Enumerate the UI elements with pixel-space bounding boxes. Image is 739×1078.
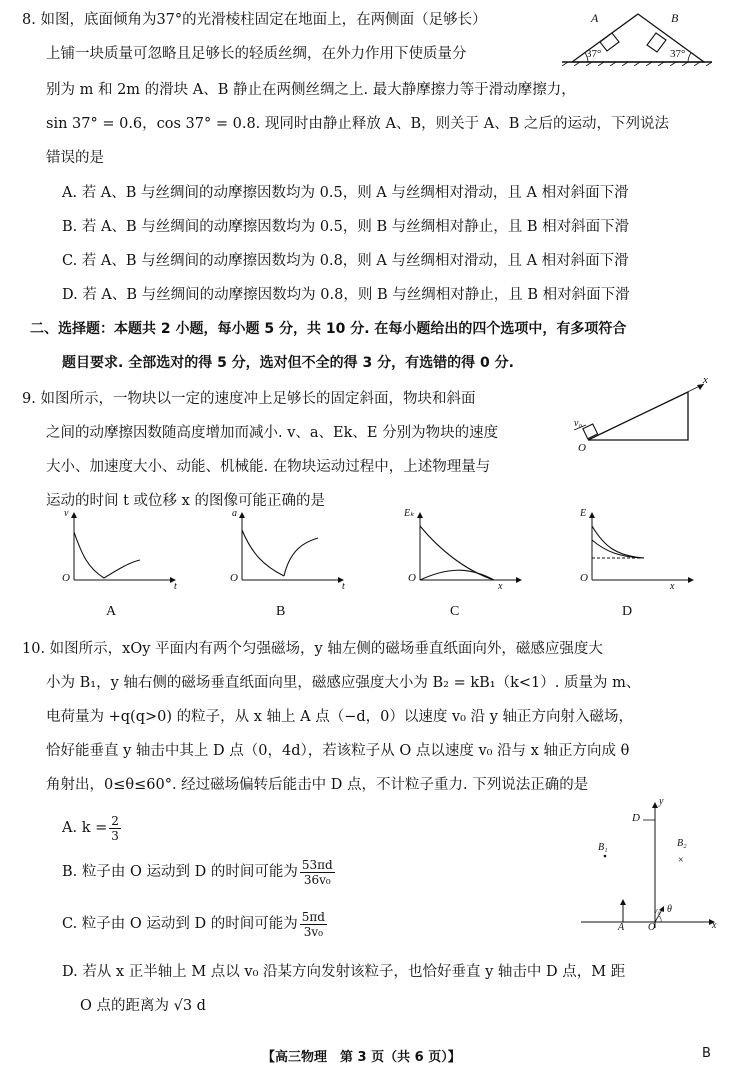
svg-text:×: × [678, 855, 684, 866]
q10-option-b [62, 856, 337, 888]
q10-fig-b1: B₁ [598, 842, 608, 853]
q10-option-a-fraction [109, 814, 121, 843]
q10-option-a-prefix: A. k = [62, 820, 108, 836]
q10-option-a [62, 812, 123, 844]
q9-graph-d-xaxis: x [670, 581, 675, 592]
q9-graph-c-letter: C [450, 604, 460, 619]
q10-option-c-fraction [300, 910, 327, 939]
q10-option-b-num: 53πd [301, 857, 333, 872]
q10-field-figure [575, 800, 720, 935]
q9-graph-a-origin: O [62, 572, 70, 584]
q9-graph-d-origin: O [580, 572, 588, 584]
q8-label-b: B [671, 11, 679, 25]
q10-option-b-den: 36v₀ [303, 872, 331, 887]
q8-option-c: C. 若 A、B 与丝绸间的动摩擦因数均为 0.8，则 A 与丝绸相对滑动，且 A 相对斜面下滑 [62, 253, 629, 269]
q9-graph-c [408, 510, 528, 590]
q9-graph-d-letter: D [622, 604, 633, 619]
q9-graph-c-origin: O [408, 572, 416, 584]
q9-graph-a [62, 510, 182, 590]
q8-option-a: A. 若 A、B 与丝绸间的动摩擦因数均为 0.5，则 A 与丝绸相对滑动，且 A 相对斜面下滑 [62, 185, 629, 201]
q9-graph-b-origin: O [230, 572, 238, 584]
q10-fig-d: D [632, 812, 640, 824]
page-footer: 【高三物理 第 3 页（共 6 页）】 [262, 1050, 461, 1065]
q10-stem-line-2: 小为 B₁，y 轴右侧的磁场垂直纸面向里，磁感应强度大小为 B₂ = kB₁（k<1）. 质量为 m、 [46, 675, 641, 691]
q9-incline-figure [570, 378, 720, 458]
q10-fig-v0: v₀ [654, 906, 661, 915]
q10-fig-y: y [659, 796, 664, 807]
q9-stem-line-3: 大小、加速度大小、动能、机械能. 在物块运动过程中，上述物理量与 [46, 459, 491, 475]
q10-option-d-line2: O 点的距离为 √3 d [80, 998, 206, 1014]
q10-option-c-den: 3v₀ [303, 924, 323, 939]
q10-stem-line-5: 角射出，0≤θ≤60°. 经过磁场偏转后能击中 D 点，不计粒子重力. 下列说法正确的是 [46, 777, 589, 793]
q9-graph-d-yaxis: E [580, 508, 587, 519]
q10-option-b-fraction [300, 858, 335, 887]
q9-graph-d [580, 510, 700, 590]
q8-stem-line-1: 8. 如图，底面倾角为37°的光滑棱柱固定在地面上，在两侧面（足够长） [22, 12, 487, 28]
q10-fig-b2: B₂ [677, 838, 687, 849]
q10-option-b-prefix: B. 粒子由 O 运动到 D 的时间可能为 [62, 864, 298, 880]
q10-stem-line-3: 电荷量为 +q(q>0) 的粒子，从 x 轴上 A 点（−d，0）以速度 v₀ 沿 y 轴正方向射入磁场， [46, 709, 633, 725]
q9-incline-x: x [703, 374, 708, 386]
q8-angle-right: 37° [670, 48, 686, 60]
q10-option-c [62, 908, 329, 940]
q8-option-b: B. 若 A、B 与丝绸间的动摩擦因数均为 0.5，则 B 与丝绸相对静止，且 B 相对斜面下滑 [62, 219, 630, 235]
q10-stem-line-1: 10. 如图所示，xOy 平面内有两个匀强磁场，y 轴左侧的磁场垂直纸面向外，磁感应强度大 [22, 641, 603, 657]
q8-prism-figure [560, 6, 715, 66]
q8-stem-line-5: 错误的是 [46, 150, 104, 166]
q9-stem-line-4: 运动的时间 t 或位移 x 的图像可能正确的是 [46, 493, 325, 509]
q8-label-a: A [591, 11, 599, 25]
q10-option-d-line1: D. 若从 x 正半轴上 M 点以 v₀ 沿某方向发射该粒子，也恰好垂直 y 轴击中 D 点，M 距 [62, 964, 626, 980]
q9-stem-line-1: 9. 如图所示，一物块以一定的速度冲上足够长的固定斜面，物块和斜面 [22, 391, 476, 407]
q8-angle-left: 37° [586, 48, 602, 60]
q10-fig-a: A [618, 922, 625, 933]
q10-option-c-prefix: C. 粒子由 O 运动到 D 的时间可能为 [62, 916, 298, 932]
paper-version-mark: B [702, 1046, 711, 1061]
q9-graph-a-yaxis: v [64, 508, 69, 519]
q9-stem-line-2: 之间的动摩擦因数随高度增加而减小. v、a、Ek、E 分别为物块的速度 [46, 425, 499, 441]
q9-graph-b [230, 510, 350, 590]
q10-option-a-den: 3 [111, 828, 119, 843]
q10-fig-x: x [712, 920, 717, 931]
q9-graph-c-yaxis: Eₖ [404, 508, 415, 519]
q10-option-a-num: 2 [111, 813, 119, 828]
q10-fig-theta: θ [667, 904, 672, 915]
q8-stem-line-3: 别为 m 和 2m 的滑块 A、B 静止在两侧丝绸之上. 最大静摩擦力等于滑动摩擦力， [46, 82, 576, 98]
q9-incline-origin: O [578, 442, 586, 454]
q9-incline-v0: v₀ [574, 418, 582, 429]
q8-stem-line-4: sin 37° = 0.6，cos 37° = 0.8. 现同时由静止释放 A、B，则关于 A、B 之后的运动，下列说法 [46, 116, 669, 132]
q10-option-c-num: 5πd [301, 909, 325, 924]
q9-graph-a-xaxis: t [174, 581, 177, 592]
section2-heading-line1: 二、选择题：本题共 2 小题，每小题 5 分，共 10 分. 在每小题给出的四个选项中，有多项符合 [30, 321, 627, 337]
q9-graph-b-letter: B [276, 604, 286, 619]
q9-graph-b-yaxis: a [232, 508, 237, 519]
q10-fig-o: O [648, 922, 656, 933]
q9-graph-c-xaxis: x [498, 581, 503, 592]
section2-heading-line2: 题目要求. 全部选对的得 5 分，选对但不全的得 3 分，有选错的得 0 分. [62, 355, 514, 371]
q9-graph-a-letter: A [106, 604, 117, 619]
q8-stem-line-2: 上铺一块质量可忽略且足够长的轻质丝绸，在外力作用下使质量分 [46, 46, 467, 62]
q8-option-d: D. 若 A、B 与丝绸间的动摩擦因数均为 0.8，则 B 与丝绸相对静止，且 B 相对斜面下滑 [62, 287, 630, 303]
q9-graph-b-xaxis: t [342, 581, 345, 592]
q10-stem-line-4: 恰好能垂直 y 轴击中其上 D 点（0，4d），若该粒子从 O 点以速度 v₀ 沿与 x 轴正方向成 θ [46, 743, 630, 759]
